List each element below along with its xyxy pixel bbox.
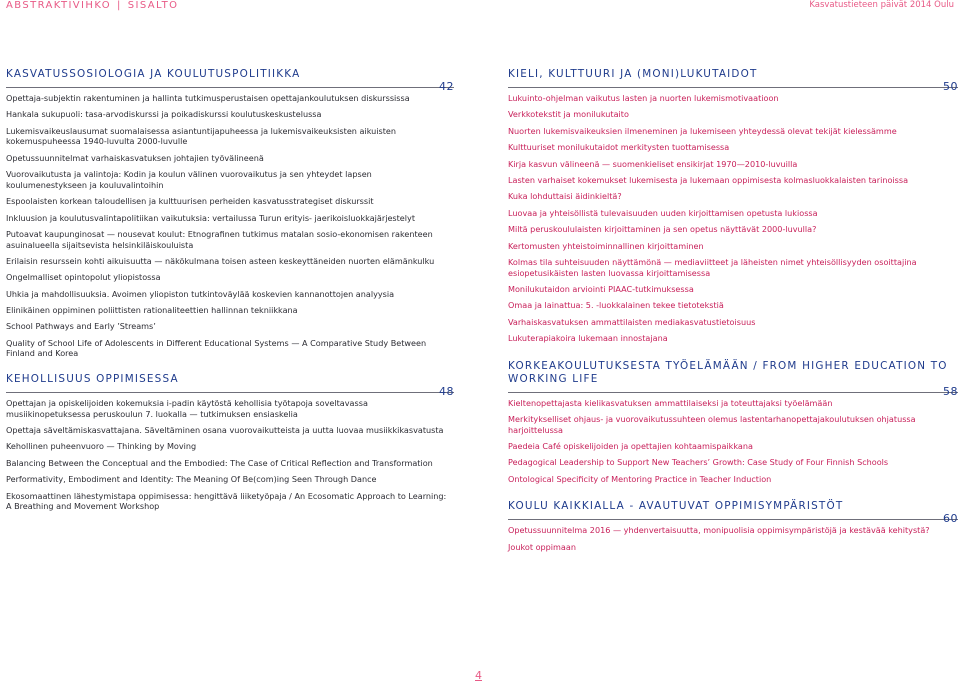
toc-section xyxy=(6,68,454,359)
section-title[interactable]: KOULU KAIKKIALLA - AVAUTUVAT OPPIMISYMPÄRISTÖT xyxy=(508,500,844,513)
section-divider xyxy=(508,87,958,88)
section-title[interactable]: KORKEAKOULUTUKSESTA TYÖELÄMÄÄN / FROM HIGHER EDUCATION TO WORKING LIFE xyxy=(508,359,948,385)
toc-entry-link[interactable]: Vuorovaikutusta ja valintoja: Kodin ja koulun välinen vuorovaikutus ja sen yhteydet lapsen koulumenestykseen ja kouluvalintoihin xyxy=(6,169,372,190)
toc-section xyxy=(6,373,454,512)
toc-entry-link[interactable]: Opettajan ja opiskelijoiden kokemuksia i-padin käytöstä kehollisia työtapoja soveltavassa musiikinopetuksessa peruskoulun 7. luokalla — tutkimuksen ensiaskelia xyxy=(6,398,368,419)
toc-entry-link[interactable]: Quality of School Life of Adolescents in Different Educational Systems — A Comparative Study Between Finland and Korea xyxy=(6,337,427,359)
toc-entry-link[interactable]: Kertomusten yhteistoiminnallinen kirjoittaminen xyxy=(508,240,704,251)
toc-entry-link[interactable]: Lukuterapiakoira lukemaan innostajana xyxy=(508,333,668,344)
toc-entry-link[interactable]: Merkitykselliset ohjaus- ja vuorovaikutussuhteen olemus lastentarhanopettajakoulutuksen ohjatussa harjoittelussa xyxy=(508,414,916,435)
toc-entry-link[interactable]: Monilukutaidon arviointi PIAAC-tutkimuksessa xyxy=(508,283,694,294)
toc-entry-link[interactable]: Pedagogical Leadership to Support New Teachers’ Growth: Case Study of Four Finnish Schools xyxy=(508,457,889,468)
toc-entry-link[interactable]: Opetussuunnitelmat varhaiskasvatuksen johtajien työvälineenä xyxy=(6,152,264,163)
toc-entry-link[interactable]: Opettaja säveltämiskasvattajana. Säveltäminen osana vuorovaikutteista ja uutta luovaa musiikkikasvatusta xyxy=(6,425,444,436)
section-divider xyxy=(6,392,454,393)
toc-entry-link[interactable]: Inkluusion ja koulutusvalintapolitiikan vaikutuksia: vertailussa Turun erityis- jaerikoisluokkajärjestelyt xyxy=(6,212,416,223)
header-left xyxy=(6,0,178,11)
toc-entry-link[interactable]: Miltä peruskoululaisten kirjoittaminen ja sen opetus näyttävät 2000-luvulla? xyxy=(508,224,817,235)
toc-entry-link[interactable]: Performativity, Embodiment and Identity: The Meaning Of Be(com)ing Seen Through Dance xyxy=(6,474,377,485)
toc-section xyxy=(508,360,958,485)
toc-entry-link[interactable]: Kulttuuriset monilukutaidot merkitysten tuottamisessa xyxy=(508,142,730,153)
toc-entry-link[interactable]: Putoavat kaupunginosat — nousevat koulut: Etnografinen tutkimus matalan sosio-ekonomisen rakenteen asuinalueella sijaitsevista helsinkiläiskouluista xyxy=(6,228,433,250)
toc-section xyxy=(508,68,958,344)
toc-entry-link[interactable]: Kolmas tila suhteisuuden näyttämönä — mediaviitteet ja läheisten nimet yhteisöllisyyden osoittajina esiopetusikäisten lasten luovassa kirjoittamisessa xyxy=(508,256,917,278)
section-title[interactable]: KASVATUSSOSIOLOGIA JA KOULUTUSPOLITIIKKA xyxy=(6,68,301,80)
toc-right-column xyxy=(508,68,958,558)
contents-link[interactable]: SISÄLTÖ xyxy=(127,0,179,11)
toc-entry-link[interactable]: Varhaiskasvatuksen ammattilaisten mediakasvatustietoisuus xyxy=(508,316,756,327)
toc-left-column xyxy=(6,68,454,518)
toc-entry-link[interactable]: Elinikäinen oppiminen poliittisten rationaliteettien hallinnan tekniikkana xyxy=(6,305,298,316)
toc-entry-link[interactable]: Hankala sukupuoli: tasa-arvodiskurssi ja poikadiskurssi koulutuskeskustelussa xyxy=(6,109,322,120)
page-number[interactable]: 4 xyxy=(475,669,482,682)
toc-entry-link[interactable]: Kuka lohduttaisi äidinkieltä? xyxy=(508,191,622,202)
toc-entry-link[interactable]: Luovaa ja yhteisöllistä tulevaisuuden uuden kirjoittamisen opetusta lukiossa xyxy=(508,207,818,218)
toc-entry-link[interactable]: Erilaisin resurssein kohti aikuisuutta — näkökulmana toisen asteen keskeyttäneiden nuorten elämänkulku xyxy=(6,255,435,266)
toc-entry-link[interactable]: Opetussuunnitelma 2016 — yhdenvertaisuutta, monipuolisia oppimisympäristöjä ja kestävää kehitystä? xyxy=(508,525,930,536)
toc-entry-link[interactable]: Kehollinen puheenvuoro — Thinking by Moving xyxy=(6,441,197,452)
toc-entry-link[interactable]: Kirja kasvun välineenä — suomenkieliset ensikirjat 1970—2010-luvuilla xyxy=(508,158,798,169)
toc-entry-link[interactable]: Nuorten lukemisvaikeuksien ilmeneminen ja lukemiseen yhteydessä olevat tekijät kielessämme xyxy=(508,125,897,136)
section-page-number[interactable]: 48 xyxy=(439,385,454,399)
doc-title[interactable]: ABSTRAKTIVIHKO xyxy=(6,0,111,11)
section-divider xyxy=(508,392,958,393)
toc-entry-link[interactable]: Ongelmalliset opintopolut yliopistossa xyxy=(6,272,161,283)
toc-entry-link[interactable]: Espoolaisten korkean taloudellisen ja kulttuurisen perheiden kasvatusstrategiset diskurssit xyxy=(6,196,374,207)
toc-entry-link[interactable]: Ontological Specificity of Mentoring Practice in Teacher Induction xyxy=(508,473,772,484)
toc-entry-link[interactable]: Verkkotekstit ja monilukutaito xyxy=(508,109,629,120)
toc-entry-link[interactable]: Lukuinto-ohjelman vaikutus lasten ja nuorten lukemismotivaatioon xyxy=(508,93,779,103)
section-divider xyxy=(508,519,958,520)
section-title[interactable]: KEHOLLISUUS OPPIMISESSA xyxy=(6,373,179,386)
toc-entry-link[interactable]: Lasten varhaiset kokemukset lukemisesta ja lukemaan oppimisesta kolmasluokkalaisten tarinoissa xyxy=(508,174,909,185)
toc-entry-link[interactable]: Kieltenopettajasta kielikasvatuksen ammattilaiseksi ja toteuttajaksi työelämään xyxy=(508,397,833,408)
toc-entry-link[interactable]: Balancing Between the Conceptual and the Embodied: The Case of Critical Reflection and Transformation xyxy=(6,457,433,468)
toc-entry-link[interactable]: Omaa ja lainattua: 5. -luokkalainen tekee tietotekstiä xyxy=(508,300,724,311)
section-page-number[interactable]: 60 xyxy=(943,512,958,526)
toc-entry-link[interactable]: Uhkia ja mahdollisuuksia. Avoimen yliopiston tutkintoväylää koskevien kannanottojen analyysia xyxy=(6,288,395,299)
toc-entry-link[interactable]: Ekosomaattinen lähestymistapa oppimisessa: hengittävä liiketyöpaja / An Ecosomatic Approach to Learning: A Breathing and Movement Workshop xyxy=(6,490,447,512)
section-title[interactable]: KIELI, KULTTUURI JA (MONI)LUKUTAIDOT xyxy=(508,68,758,80)
toc-entry-link[interactable]: School Pathways and Early ’Streams’ xyxy=(6,321,156,332)
conference-title: Kasvatustieteen päivät 2014 Oulu xyxy=(809,0,954,10)
toc-section xyxy=(508,500,958,552)
section-page-number[interactable]: 58 xyxy=(943,384,958,398)
section-divider xyxy=(6,87,454,88)
toc-entry-link[interactable]: Lukemisvaikeuslausumat suomalaisessa asiantuntijapuheessa ja lukemisvaikeuksisten aikuisten kokemuspuheessa 1940-luvulta 2000-luvulle xyxy=(6,125,397,147)
toc-entry-link[interactable]: Opettaja-subjektin rakentuminen ja hallinta tutkimusperustaisen opettajankoulutuksen diskurssissa xyxy=(6,93,410,103)
toc-entry-link[interactable]: Paedeia Café opiskelijoiden ja opettajien kohtaamispaikkana xyxy=(508,441,753,452)
header-separator: | xyxy=(117,0,122,11)
section-page-number[interactable]: 50 xyxy=(943,80,958,93)
toc-entry-link[interactable]: Joukot oppimaan xyxy=(508,541,576,552)
section-page-number[interactable]: 42 xyxy=(439,80,454,93)
